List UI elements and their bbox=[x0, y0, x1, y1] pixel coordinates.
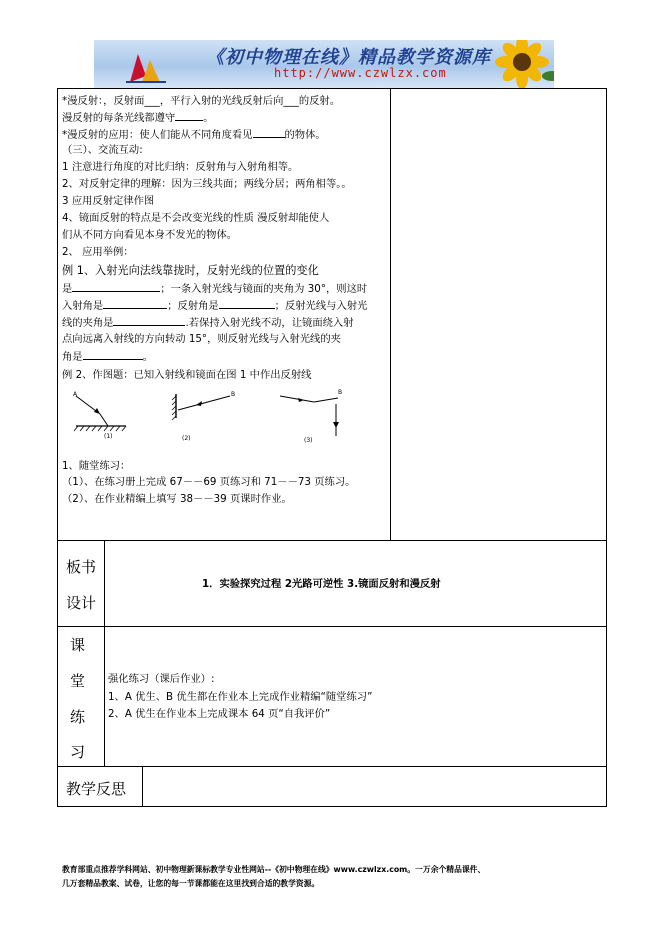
reflection-diagrams bbox=[68, 388, 368, 448]
text-line: 角是 。 bbox=[62, 351, 153, 363]
text-line: （1）、在练习册上完成 67－－69 页练习和 71－－73 页练习。 bbox=[62, 476, 356, 488]
text-line: 例 2、作图题：已知入射线和镜面在图 1 中作出反射线 bbox=[62, 369, 312, 381]
text-line: 漫反射的每条光线都遵守 。 bbox=[62, 112, 214, 124]
board-label-1: 板书 bbox=[66, 558, 97, 576]
figure-1 bbox=[73, 391, 126, 440]
text-line: *漫反射的应用：使人们能从不同角度看见 的物体。 bbox=[62, 129, 326, 141]
figure-2 bbox=[172, 391, 235, 442]
text-line: 4、镜面反射的特点是不会改变光线的性质 漫反射却能使人 bbox=[62, 212, 330, 224]
text-line: 们从不同方向看见本身不发光的物体。 bbox=[62, 229, 238, 241]
banner-title: 《初中物理在线》精品教学资源库 bbox=[206, 47, 491, 68]
figure-3 bbox=[280, 389, 342, 444]
practice-line: 强化练习（课后作业）: bbox=[108, 673, 215, 685]
section-heading: （三）、交流互动: bbox=[62, 144, 143, 156]
text-line: 3 应用反射定律作图 bbox=[62, 195, 155, 207]
text-line: 是 ；一条入射光线与镜面的夹角为 30°，则这时 bbox=[62, 283, 368, 295]
figure-1-label: (1) bbox=[104, 433, 113, 440]
svg-text:B: B bbox=[338, 389, 343, 396]
svg-text:A: A bbox=[73, 391, 78, 398]
text-line: 点向远离入射线的方向转动 15°，则反射光线与入射光线的夹 bbox=[62, 333, 341, 345]
text-line: *漫反射：，反射面___，平行入射的光线反射后向___的反射。 bbox=[62, 95, 341, 107]
figure-2-label: (2) bbox=[182, 435, 191, 442]
banner-url[interactable]: http://www.czwlzx.com bbox=[274, 66, 447, 80]
practice-label-char: 课 bbox=[70, 636, 86, 654]
text-line: （2）、在作业精编上填写 38－－39 页课时作业。 bbox=[62, 493, 292, 505]
footer-line-2: 几万套精品教案、试卷，让您的每一节课都能在这里找到合适的教学资源。 bbox=[62, 879, 320, 888]
practice-label-char: 练 bbox=[70, 708, 86, 726]
practice-line: 2、A 优生在作业本上完成课本 64 页“自我评价” bbox=[108, 708, 331, 720]
section-heading: 1、随堂练习： bbox=[62, 460, 131, 472]
text-line: 2、对反射定律的理解：因为三线共面；两线分居；两角相等。。 bbox=[62, 178, 352, 190]
text-line: 线的夹角是 .若保持入射光线不动，让镜面绕入射 bbox=[62, 317, 354, 329]
practice-line: 1、A 优生、B 优生都在作业本上完成作业精编“随堂练习” bbox=[108, 691, 373, 703]
text-line: 例 1、入射光向法线靠拢时，反射光线的位置的变化 bbox=[62, 264, 319, 277]
practice-label-char: 习 bbox=[70, 743, 86, 761]
svg-text:B: B bbox=[231, 391, 236, 398]
text-line: 1 注意进行角度的对比归纳：反射角与入射角相等。 bbox=[62, 161, 299, 173]
practice-label-char: 堂 bbox=[70, 672, 86, 690]
text-line: 入射角是 ；反射角是 ；反射光线与入射光 bbox=[62, 300, 368, 312]
board-content: 1．实验探究过程 2光路可逆性 3.镜面反射和漫反射 bbox=[202, 578, 441, 590]
figure-3-label: (3) bbox=[304, 437, 313, 444]
board-label-2: 设计 bbox=[66, 594, 97, 612]
section-heading: 2、 应用举例： bbox=[62, 246, 134, 258]
reflection-label: 教学反思 bbox=[66, 780, 127, 798]
footer-line-1: 教育部重点推荐学科网站、初中物理新课标教学专业性网站--《初中物理在线》www.czwlzx.com。一万余个精品课件、 bbox=[62, 865, 486, 874]
